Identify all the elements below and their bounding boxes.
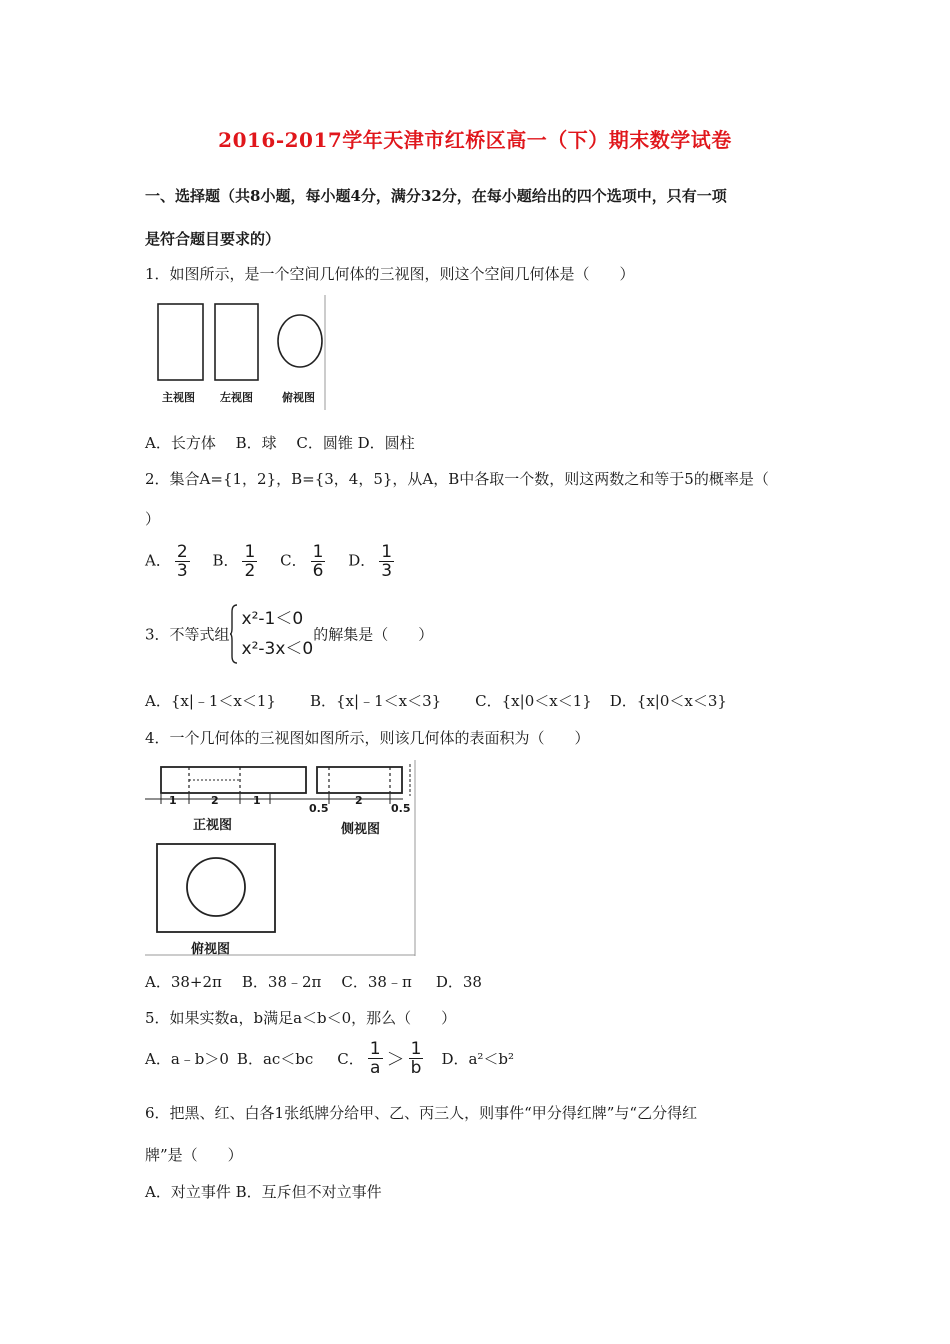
q4-three-view-figure xyxy=(145,760,420,956)
q2-options xyxy=(145,543,398,580)
q2-stem-line1: 2．集合A={1，2}，B={3，4，5}，从A，B中各取一个数，则这两数之和等于5的概率是（ xyxy=(145,470,769,488)
q4-label-front: 正视图 xyxy=(193,818,233,833)
q4-label-side: 侧视图 xyxy=(341,822,381,837)
q1-label-side: 左视图 xyxy=(220,391,253,404)
section-heading-line2: 是符合题目要求的） xyxy=(145,230,281,248)
q5-stem: 5．如果实数a，b满足a＜b＜0，那么（ ） xyxy=(145,1009,457,1027)
section-heading-line1: 一、选择题（共8小题，每小题4分，满分32分，在每小题给出的四个选项中，只有一项 xyxy=(145,187,727,205)
q3-options: A．{x|﹣1＜x＜1} B．{x|﹣1＜x＜3} C．{x|0＜x＜1} D．{x|0＜x＜3} xyxy=(145,692,727,710)
q2-option-a: A． $\frac{2}{3}$ xyxy=(145,542,188,581)
q5-options: A．a﹣b＞0 B．ac＜bc C． $\frac{1}{a}$ ＞ $\frac{1}{b}$ D．a²＜b² xyxy=(145,1039,515,1078)
q4-side-dim-1: 0.5 xyxy=(309,802,329,815)
q4-options: A．38+2π B．38﹣2π C．38﹣π D．38 xyxy=(145,973,482,991)
q4-stem: 4．一个几何体的三视图如图所示，则该几何体的表面积为（ ） xyxy=(145,729,590,747)
q2-option-d: D． $\frac{1}{3}$ xyxy=(348,542,393,581)
q1-label-front: 主视图 xyxy=(162,391,195,404)
page-title: 2016-2017学年天津市红桥区高一（下）期末数学试卷 xyxy=(218,128,732,152)
q6-stem-line2: 牌”是（ ） xyxy=(145,1146,243,1164)
q4-front-dim-1: 1 xyxy=(169,794,177,807)
q3-stem: 3．不等式组 x²-1＜0 x²-3x＜0 的解集是（ ） xyxy=(145,604,433,666)
q2-option-c: C． $\frac{1}{6}$ xyxy=(280,542,324,581)
q3-inequality-system: x²-1＜0 x²-3x＜0 xyxy=(230,604,314,664)
q4-front-dim-3: 1 xyxy=(253,794,261,807)
q2-stem-line2: ） xyxy=(145,510,161,528)
q4-side-dim-2: 2 xyxy=(355,794,363,807)
q4-side-dim-3: 0.5 xyxy=(391,802,411,815)
q1-options: A．长方体 B．球 C．圆锥 D．圆柱 xyxy=(145,434,415,452)
brace-icon xyxy=(230,604,238,664)
q6-options: A．对立事件 B．互斥但不对立事件 xyxy=(145,1183,382,1201)
q4-front-dim-2: 2 xyxy=(211,794,219,807)
q2-option-b: B． $\frac{1}{2}$ xyxy=(212,542,256,581)
q1-label-top: 俯视图 xyxy=(282,391,315,404)
q6-stem-line1: 6．把黑、红、白各1张纸牌分给甲、乙、丙三人，则事件“甲分得红牌”与“乙分得红 xyxy=(145,1104,698,1122)
q1-stem: 1．如图所示，是一个空间几何体的三视图，则这个空间几何体是（ ） xyxy=(145,265,635,283)
q1-three-view-figure xyxy=(150,295,330,410)
q4-label-top: 俯视图 xyxy=(191,942,231,957)
